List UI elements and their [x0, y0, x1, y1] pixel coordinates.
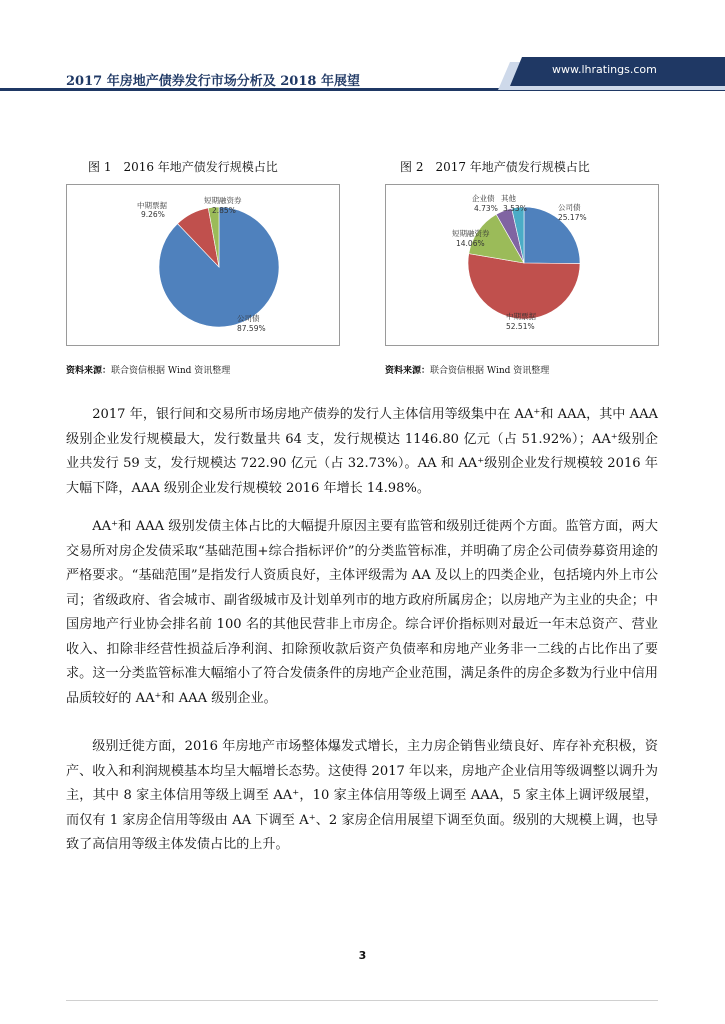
page-number: 3: [358, 949, 367, 962]
figure1-source: [66, 363, 230, 376]
figure2-source: [385, 363, 549, 376]
header-url[interactable]: www.lhratings.com: [552, 63, 657, 76]
pie-slice-2: [468, 254, 580, 319]
page-header: [0, 0, 725, 100]
fig2-label-ent-name: 企业债: [472, 194, 495, 203]
fig2-label-corp-value: 25.17%: [558, 213, 587, 222]
fig2-label-ent-value: 4.73%: [474, 204, 498, 213]
fig1-label-mtn-value: 9.26%: [141, 210, 165, 219]
figure2-source-text: 联合资信根据 Wind 资讯整理: [430, 366, 550, 376]
fig2-label-scp-name: 短期融资券: [452, 229, 490, 238]
figure1-source-text: 联合资信根据 Wind 资讯整理: [111, 366, 231, 376]
figure2-source-label: 资料来源：: [385, 366, 431, 376]
figure2-pie: [386, 185, 658, 345]
paragraph-1: 2017 年，银行间和交易所市场房地产债券的发行人主体信用等级集中在 AA⁺和 AAA，其中 AAA 级别企业发行规模最大，发行数量共 64 支，发行规模达 1146.80 亿元（占 51.92%）；AA⁺级别企业共发行 59 支，发行规模达 722.90 亿元（占 32.73%）。AA 和 AA⁺级别企业发行规模较 2016 年大幅下降，AAA 级别企业发行规模较 2016 年增长 14.98%。: [66, 407, 658, 496]
fig1-label-mtn-name: 中期票据: [137, 201, 167, 210]
fig1-label-scp-name: 短期融资券: [204, 196, 242, 205]
fig1-label-scp-value: 2.85%: [212, 206, 236, 215]
fig2-label-mtn-value: 52.51%: [506, 322, 535, 331]
figure2-title: 图 2 2017 年地产债发行规模占比: [400, 160, 590, 174]
fig1-label-corp-value: 87.59%: [237, 324, 266, 333]
fig2-label-other-name: 其他: [501, 194, 516, 203]
figure2-chart: [385, 184, 659, 346]
fig2-label-scp-value: 14.06%: [456, 239, 485, 248]
paragraph-3: 级别迁徙方面，2016 年房地产市场整体爆发式增长，主力房企销售业绩良好、库存补充积极，资产、收入和利润规模基本均呈大幅增长态势。这使得 2017 年以来，房地产企业信用等级调整以调升为主，其中 8 家主体信用等级上调至 AA⁺，10 家主体信用等级上调至 AAA，5 家主体上调评级展望，而仅有 1 家房企信用等级由 AA 下调至 A⁺、2 家房企信用展望下调至负面。级别的大规模上调，也导致了高信用等级主体发债占比的上升。: [66, 739, 658, 852]
header-title: 2017 年房地产债券发行市场分析及 2018 年展望: [66, 74, 360, 89]
fig2-label-corp-name: 公司债: [558, 203, 581, 212]
footer-divider: [66, 1000, 658, 1001]
fig1-label-corp-name: 公司债: [237, 314, 260, 323]
figure1-title: 图 1 2016 年地产债发行规模占比: [88, 160, 278, 174]
figure1-pie: [67, 185, 339, 345]
figure1-chart: [66, 184, 340, 346]
fig2-label-mtn-name: 中期票据: [506, 312, 536, 321]
paragraph-2: AA⁺和 AAA 级别发债主体占比的大幅提升原因主要有监管和级别迁徙两个方面。监管方面，两大交易所对房企发债采取“基础范围+综合指标评价”的分类监管标准，并明确了房企公司债券募资用途的严格要求。“基础范围”是指发行人资质良好，主体评级需为 AA 及以上的四类企业，包括境内外上市公司；省级政府、省会城市、副省级城市及计划单列市的地方政府所属房企；以房地产为主业的央企；中国房地产行业协会排名前 100 名的其他民营非上市房企。综合评价指标则对最近一年末总资产、营业收入、扣除非经营性损益后净利润、扣除预收款后资产负债率和房地产业务非一二线的占比作出了要求。这一分类监管标准大幅缩小了符合发债条件的房地产企业范围，满足条件的房企多数为行业中信用品质较好的 AA⁺和 AAA 级别企业。: [66, 519, 658, 706]
fig2-label-other-value: 3.53%: [503, 204, 527, 213]
figure1-source-label: 资料来源：: [66, 366, 112, 376]
